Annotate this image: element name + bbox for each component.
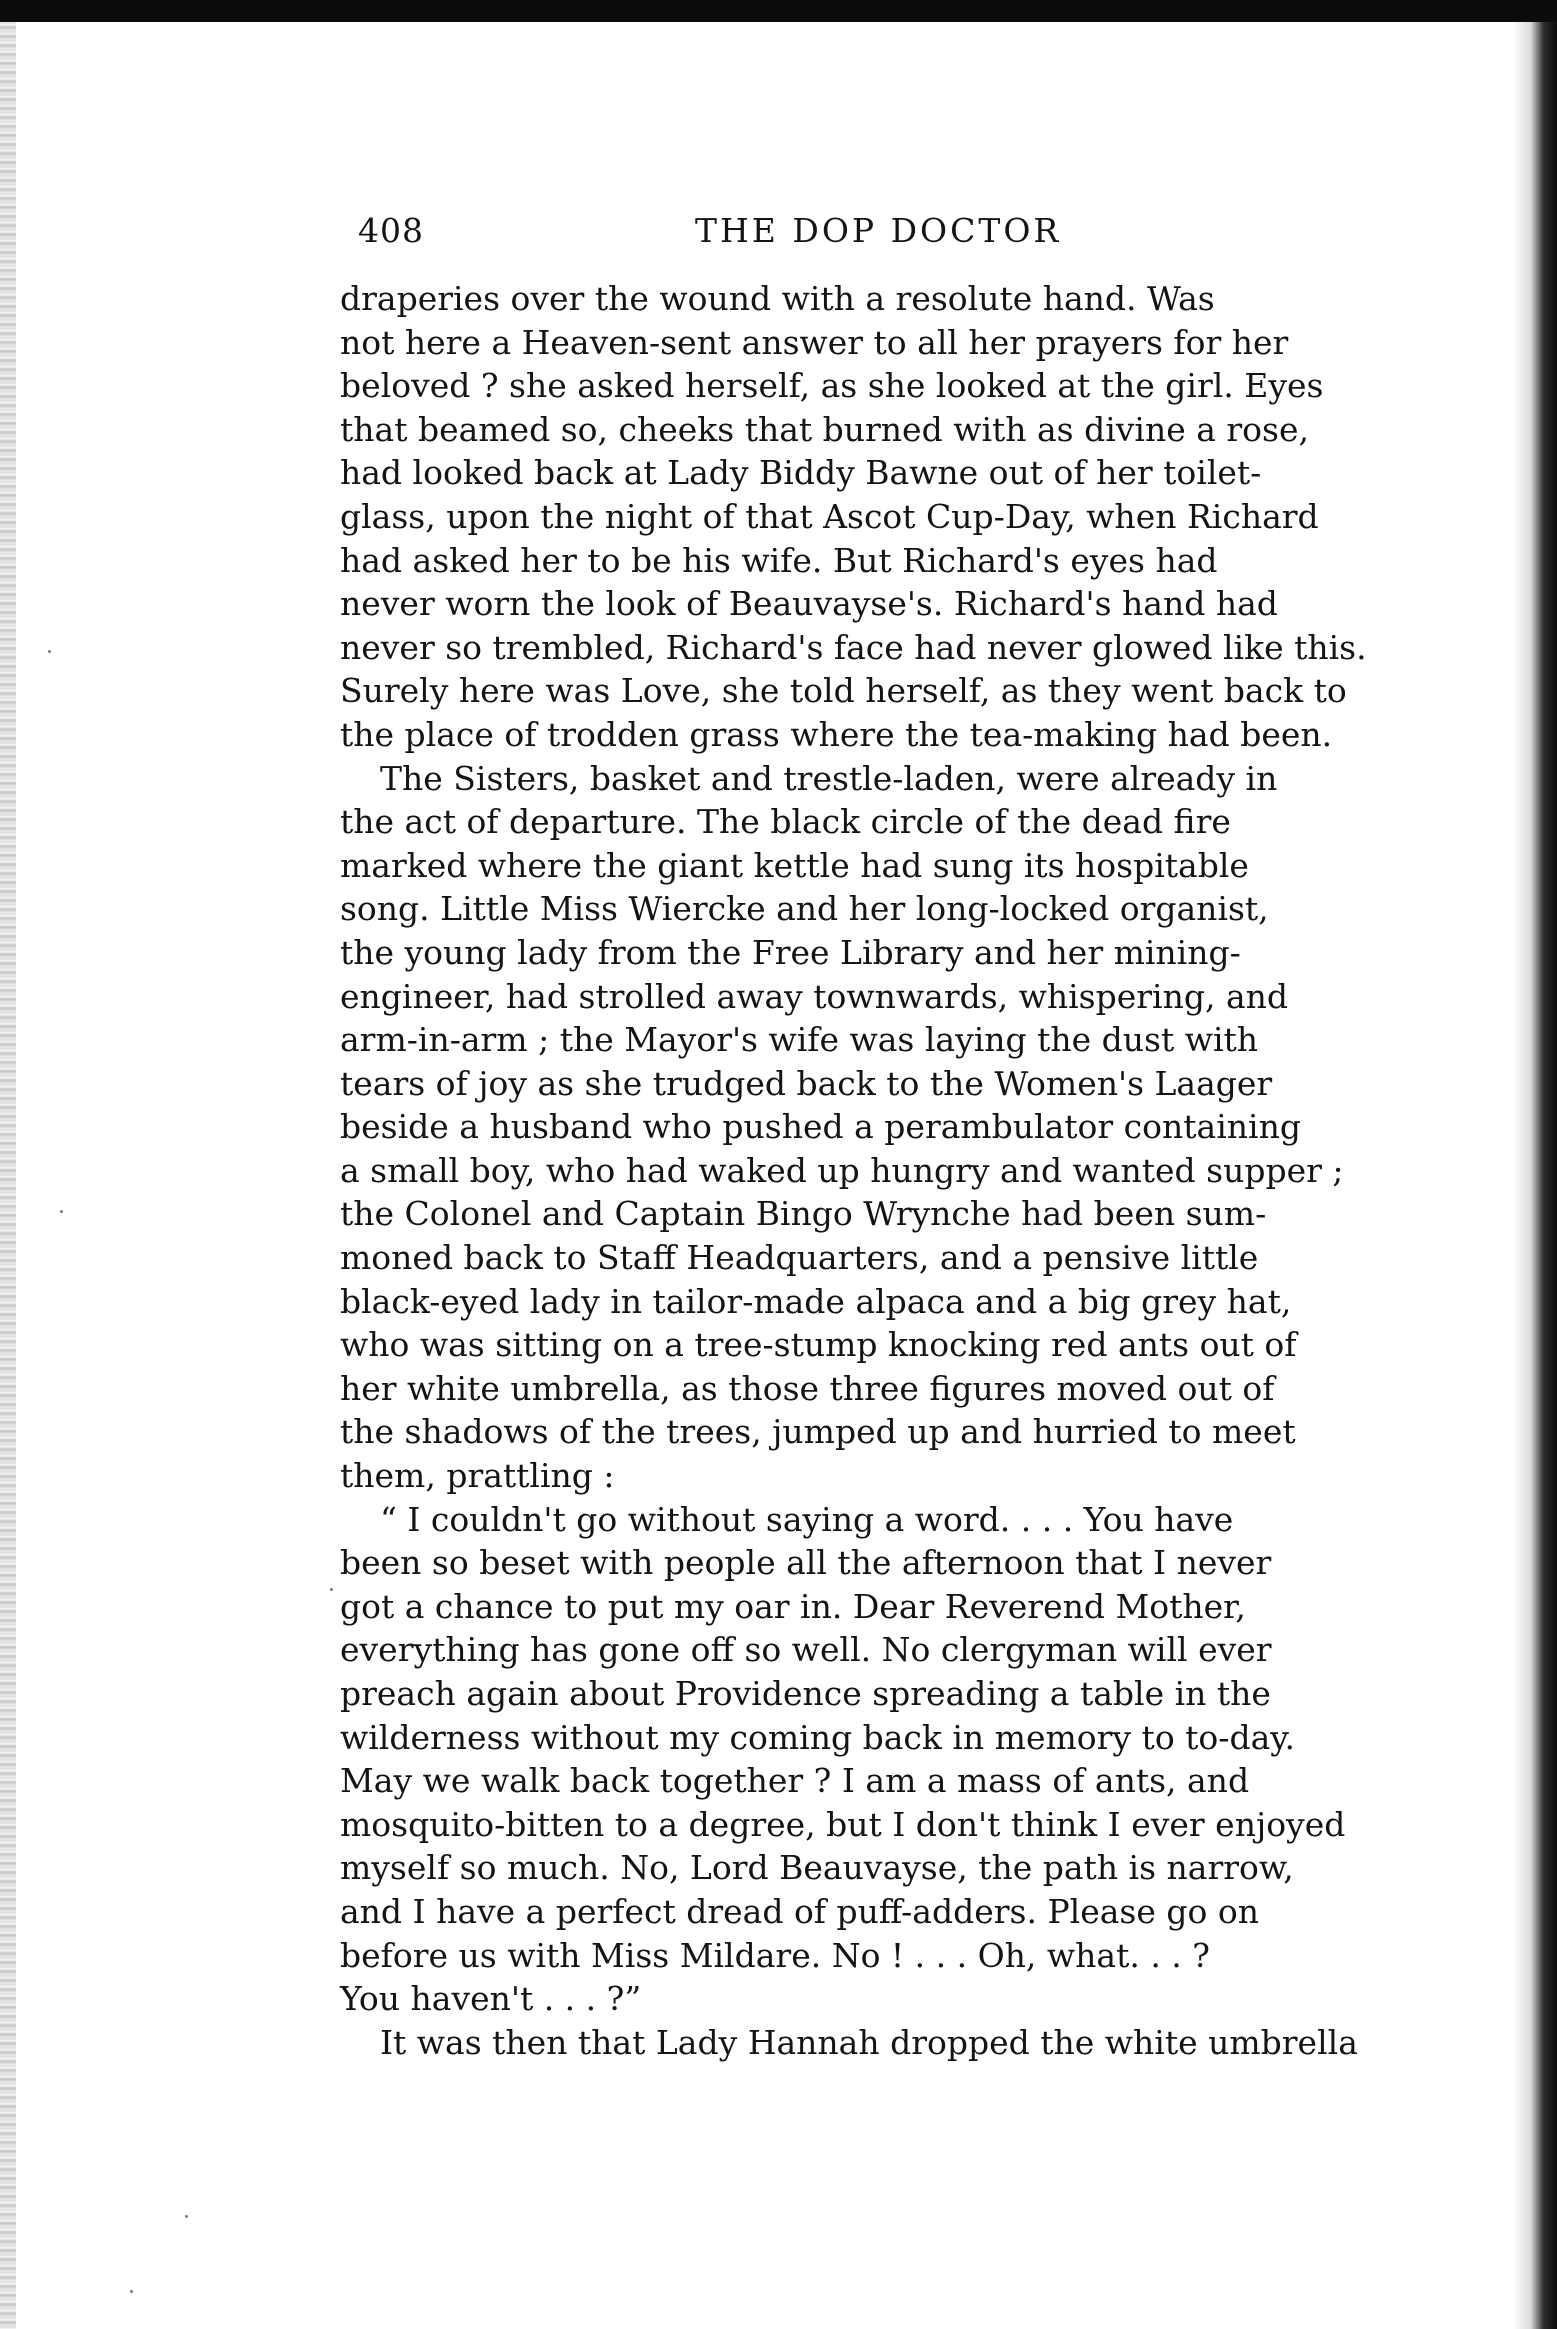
text-line: that beamed so, cheeks that burned with as divine a rose, bbox=[340, 409, 1310, 449]
text-line: them, prattling : bbox=[340, 1456, 615, 1496]
text-line: her white umbrella, as those three figures moved out of bbox=[340, 1368, 1275, 1408]
text-line: never so trembled, Richard's face had never glowed like this. bbox=[340, 627, 1367, 667]
text-line: been so beset with people all the afternoon that I never bbox=[340, 1543, 1272, 1583]
text-line: “ I couldn't go without saying a word. . . . You have bbox=[380, 1499, 1234, 1539]
text-line: draperies over the wound with a resolute hand. Was bbox=[340, 279, 1215, 318]
book-page bbox=[340, 205, 1420, 2064]
running-head: THE DOP DOCTOR bbox=[695, 211, 1062, 250]
text-line: the young lady from the Free Library and her mining- bbox=[340, 932, 1241, 972]
text-line: glass, upon the night of that Ascot Cup-Day, when Richard bbox=[340, 496, 1319, 536]
text-line: moned back to Staff Headquarters, and a pensive little bbox=[340, 1238, 1259, 1278]
text-line: the shadows of the trees, jumped up and hurried to meet bbox=[340, 1412, 1296, 1452]
text-line: Surely here was Love, she told herself, as they went back to bbox=[340, 671, 1347, 711]
text-line: May we walk back together ? I am a mass of ants, and bbox=[340, 1761, 1250, 1801]
scan-top-border bbox=[0, 0, 1557, 22]
text-line: the place of trodden grass where the tea-making had been. bbox=[340, 714, 1333, 754]
text-line: never worn the look of Beauvayse's. Richard's hand had bbox=[340, 584, 1278, 624]
text-line: had looked back at Lady Biddy Bawne out of her toilet- bbox=[340, 453, 1262, 493]
text-line: It was then that Lady Hannah dropped the white umbrella bbox=[380, 2022, 1358, 2062]
text-line: mosquito-bitten to a degree, but I don't think I ever enjoyed bbox=[340, 1804, 1346, 1844]
text-line: beloved ? she asked herself, as she looked at the girl. Eyes bbox=[340, 366, 1324, 406]
text-line: the Colonel and Captain Bingo Wrynche had been sum- bbox=[340, 1194, 1267, 1234]
text-line: You haven't . . . ?” bbox=[340, 1979, 642, 2019]
text-line: before us with Miss Mildare. No ! . . . Oh, what. . . ? bbox=[340, 1935, 1210, 1975]
book-spine-shadow bbox=[1513, 22, 1557, 2329]
text-line: myself so much. No, Lord Beauvayse, the path is narrow, bbox=[340, 1848, 1294, 1888]
text-line: marked where the giant kettle had sung its hospitable bbox=[340, 845, 1249, 885]
scan-left-edge bbox=[0, 22, 16, 2329]
text-line: engineer, had strolled away townwards, whispering, and bbox=[340, 976, 1289, 1016]
text-line: beside a husband who pushed a perambulator containing bbox=[340, 1107, 1301, 1147]
text-line: who was sitting on a tree-stump knocking red ants out of bbox=[340, 1325, 1297, 1365]
text-line: preach again about Providence spreading a table in the bbox=[340, 1674, 1271, 1713]
page-number: 408 bbox=[358, 211, 424, 250]
page-header bbox=[340, 205, 1420, 265]
text-line: got a chance to put my oar in. Dear Reverend Mother, bbox=[340, 1586, 1246, 1626]
text-line: not here a Heaven-sent answer to all her prayers for her bbox=[340, 322, 1289, 362]
body-text bbox=[340, 277, 1420, 2064]
text-line: everything has gone off so well. No clergyman will ever bbox=[340, 1630, 1272, 1670]
text-line: the act of departure. The black circle of the dead fire bbox=[340, 802, 1231, 842]
text-line: had asked her to be his wife. But Richard's eyes had bbox=[340, 540, 1218, 580]
text-line: arm-in-arm ; the Mayor's wife was laying the dust with bbox=[340, 1020, 1259, 1060]
text-line: black-eyed lady in tailor-made alpaca and a big grey hat, bbox=[340, 1281, 1292, 1321]
text-line: wilderness without my coming back in memory to to-day. bbox=[340, 1717, 1296, 1757]
text-line: The Sisters, basket and trestle-laden, were already in bbox=[380, 758, 1278, 798]
text-line: a small boy, who had waked up hungry and wanted supper ; bbox=[340, 1150, 1344, 1190]
text-line: song. Little Miss Wiercke and her long-locked organist, bbox=[340, 889, 1269, 929]
text-line: tears of joy as she trudged back to the Women's Laager bbox=[340, 1063, 1273, 1103]
text-line: and I have a perfect dread of puff-adders. Please go on bbox=[340, 1891, 1259, 1931]
